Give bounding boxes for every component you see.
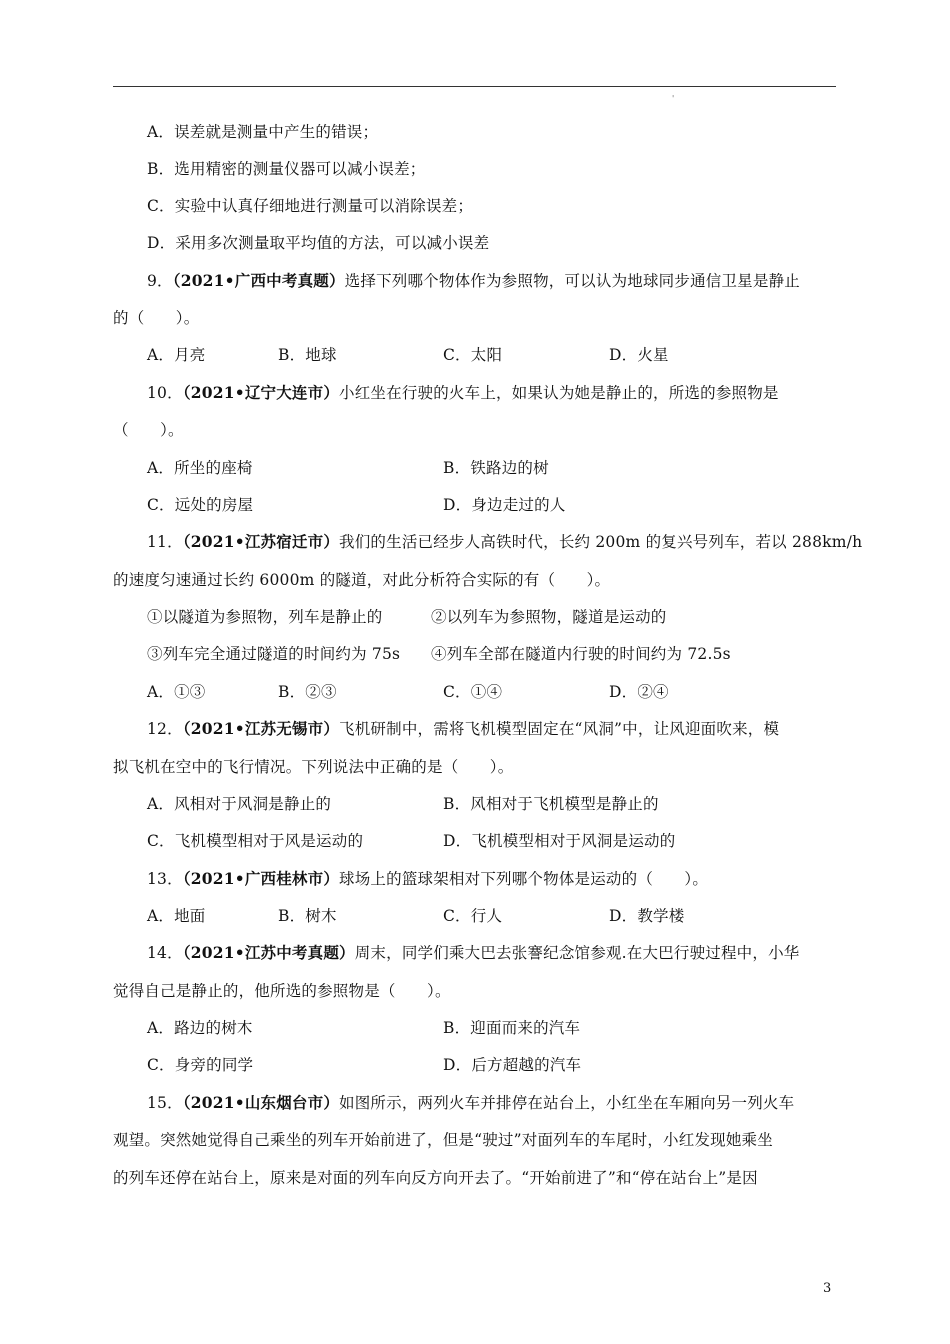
q9-option-a: A．月亮 xyxy=(147,346,206,364)
q11-stem-line1: 我们的生活已经步人高铁时代，长约 200m 的复兴号列车，若以 288km/h xyxy=(339,533,863,551)
q14-option-c: C．身旁的同学 xyxy=(147,1056,254,1074)
q14-stem-line2: 觉得自己是静止的，他所选的参照物是（ ）。 xyxy=(113,982,451,1000)
q14-options-row2 xyxy=(147,1055,847,1075)
page-number: 3 xyxy=(823,1281,832,1296)
q9-number: 9． xyxy=(147,272,173,290)
q14-stem xyxy=(147,943,799,963)
q11-option-a: A．①③ xyxy=(147,683,206,701)
q14-stem-line1: 周末，同学们乘大巴去张謇纪念馆参观.在大巴行驶过程中，小华 xyxy=(354,944,800,962)
q13-option-a: A．地面 xyxy=(147,907,206,925)
q11-option-d: D．②④ xyxy=(609,683,669,701)
q10-options-row1 xyxy=(147,458,847,478)
q9-stem-line2: 的（ ）。 xyxy=(113,309,200,327)
q10-stem xyxy=(147,383,779,403)
q13-option-d: D．教学楼 xyxy=(609,907,685,925)
q14-options-row1 xyxy=(147,1018,847,1038)
q10-option-a: A．所坐的座椅 xyxy=(147,459,253,477)
q11-statement-1: ①以隧道为参照物，列车是静止的 xyxy=(147,608,383,626)
q8-option-c: C．实验中认真仔细地进行测量可以消除误差； xyxy=(147,197,474,215)
q10-stem-line2: （ ）。 xyxy=(113,421,184,439)
q14-number: 14． xyxy=(147,944,183,962)
q15-stem xyxy=(147,1093,794,1113)
q15-stem-line2: 观望。突然她觉得自己乘坐的列车开始前进了，但是“驶过”对面列车的车尾时，小红发现她乘坐 xyxy=(113,1131,773,1149)
q9-stem xyxy=(147,271,800,291)
q11-option-c: C．①④ xyxy=(443,683,503,701)
q11-stem xyxy=(147,532,862,552)
q9-option-b: B．地球 xyxy=(278,346,337,364)
q13-option-c: C．行人 xyxy=(443,907,503,925)
q9-stem-line1: 选择下列哪个物体作为参照物，可以认为地球同步通信卫星是静止 xyxy=(344,272,800,290)
q12-source: （2021•江苏无锡市） xyxy=(182,719,340,738)
q14-option-a: A．路边的树木 xyxy=(147,1019,253,1037)
q9-options xyxy=(147,345,847,365)
q8-option-b: B．选用精密的测量仪器可以减小误差； xyxy=(147,160,426,178)
q12-stem xyxy=(147,719,779,739)
q14-option-d: D．后方超越的汽车 xyxy=(443,1056,582,1074)
q13-options xyxy=(147,906,847,926)
q10-source: （2021•辽宁大连市） xyxy=(182,383,340,402)
q13-stem xyxy=(147,869,708,889)
q10-number: 10． xyxy=(147,384,183,402)
q11-statement-2: ②以列车为参照物，隧道是运动的 xyxy=(431,608,667,626)
q15-number: 15． xyxy=(147,1094,183,1112)
q12-options-row1 xyxy=(147,794,847,814)
q9-source: （2021•广西中考真题） xyxy=(172,271,345,290)
q8-option-d: D．采用多次测量取平均值的方法，可以减小误差 xyxy=(147,234,490,252)
q12-number: 12． xyxy=(147,720,183,738)
q10-options-row2 xyxy=(147,495,847,515)
q9-option-d: D．火星 xyxy=(609,346,669,364)
q12-option-d: D．飞机模型相对于风洞是运动的 xyxy=(443,832,676,850)
q13-number: 13． xyxy=(147,870,183,888)
header-mark: ' xyxy=(672,94,675,103)
q14-source: （2021•江苏中考真题） xyxy=(182,943,355,962)
header-rule xyxy=(113,86,836,87)
q15-stem-line1: 如图所示，两列火车并排停在站台上，小红坐在车厢向另一列火车 xyxy=(339,1094,795,1112)
q11-number: 11． xyxy=(147,533,183,551)
q8-option-a: A．误差就是测量中产生的错误； xyxy=(147,123,379,141)
q11-statement-3: ③列车完全通过隧道的时间约为 75s xyxy=(147,645,401,663)
q11-source: （2021•江苏宿迁市） xyxy=(182,532,340,551)
q12-option-a: A．风相对于风洞是静止的 xyxy=(147,795,332,813)
q13-stem-line1: 球场上的篮球架相对下列哪个物体是运动的（ ）。 xyxy=(339,870,709,888)
q14-option-b: B．迎面而来的汽车 xyxy=(443,1019,581,1037)
q12-stem-line2: 拟飞机在空中的飞行情况。下列说法中正确的是（ ）。 xyxy=(113,758,514,776)
q15-stem-line3: 的列车还停在站台上，原来是对面的列车向反方向开去了。“开始前进了”和“停在站台上”是因 xyxy=(113,1169,758,1187)
q11-option-b: B．②③ xyxy=(278,683,337,701)
q15-source: （2021•山东烟台市） xyxy=(182,1093,340,1112)
q12-option-c: C．飞机模型相对于风是运动的 xyxy=(147,832,364,850)
q11-statements-row1 xyxy=(147,607,847,627)
q11-options xyxy=(147,682,847,702)
q13-option-b: B．树木 xyxy=(278,907,337,925)
q12-stem-line1: 飞机研制中，需将飞机模型固定在“风洞”中，让风迎面吹来，模 xyxy=(339,720,780,738)
q10-option-d: D．身边走过的人 xyxy=(443,496,566,514)
q11-statements-row2 xyxy=(147,644,847,664)
q10-stem-line1: 小红坐在行驶的火车上，如果认为她是静止的，所选的参照物是 xyxy=(339,384,779,402)
q10-option-b: B．铁路边的树 xyxy=(443,459,549,477)
q11-statement-4: ④列车全部在隧道内行驶的时间约为 72.5s xyxy=(431,645,731,663)
q13-source: （2021•广西桂林市） xyxy=(182,869,340,888)
q11-stem-line2: 的速度匀速通过长约 6000m 的隧道，对此分析符合实际的有（ ）。 xyxy=(113,571,611,589)
q10-option-c: C．远处的房屋 xyxy=(147,496,254,514)
q12-options-row2 xyxy=(147,831,847,851)
q9-option-c: C．太阳 xyxy=(443,346,503,364)
q12-option-b: B．风相对于飞机模型是静止的 xyxy=(443,795,659,813)
